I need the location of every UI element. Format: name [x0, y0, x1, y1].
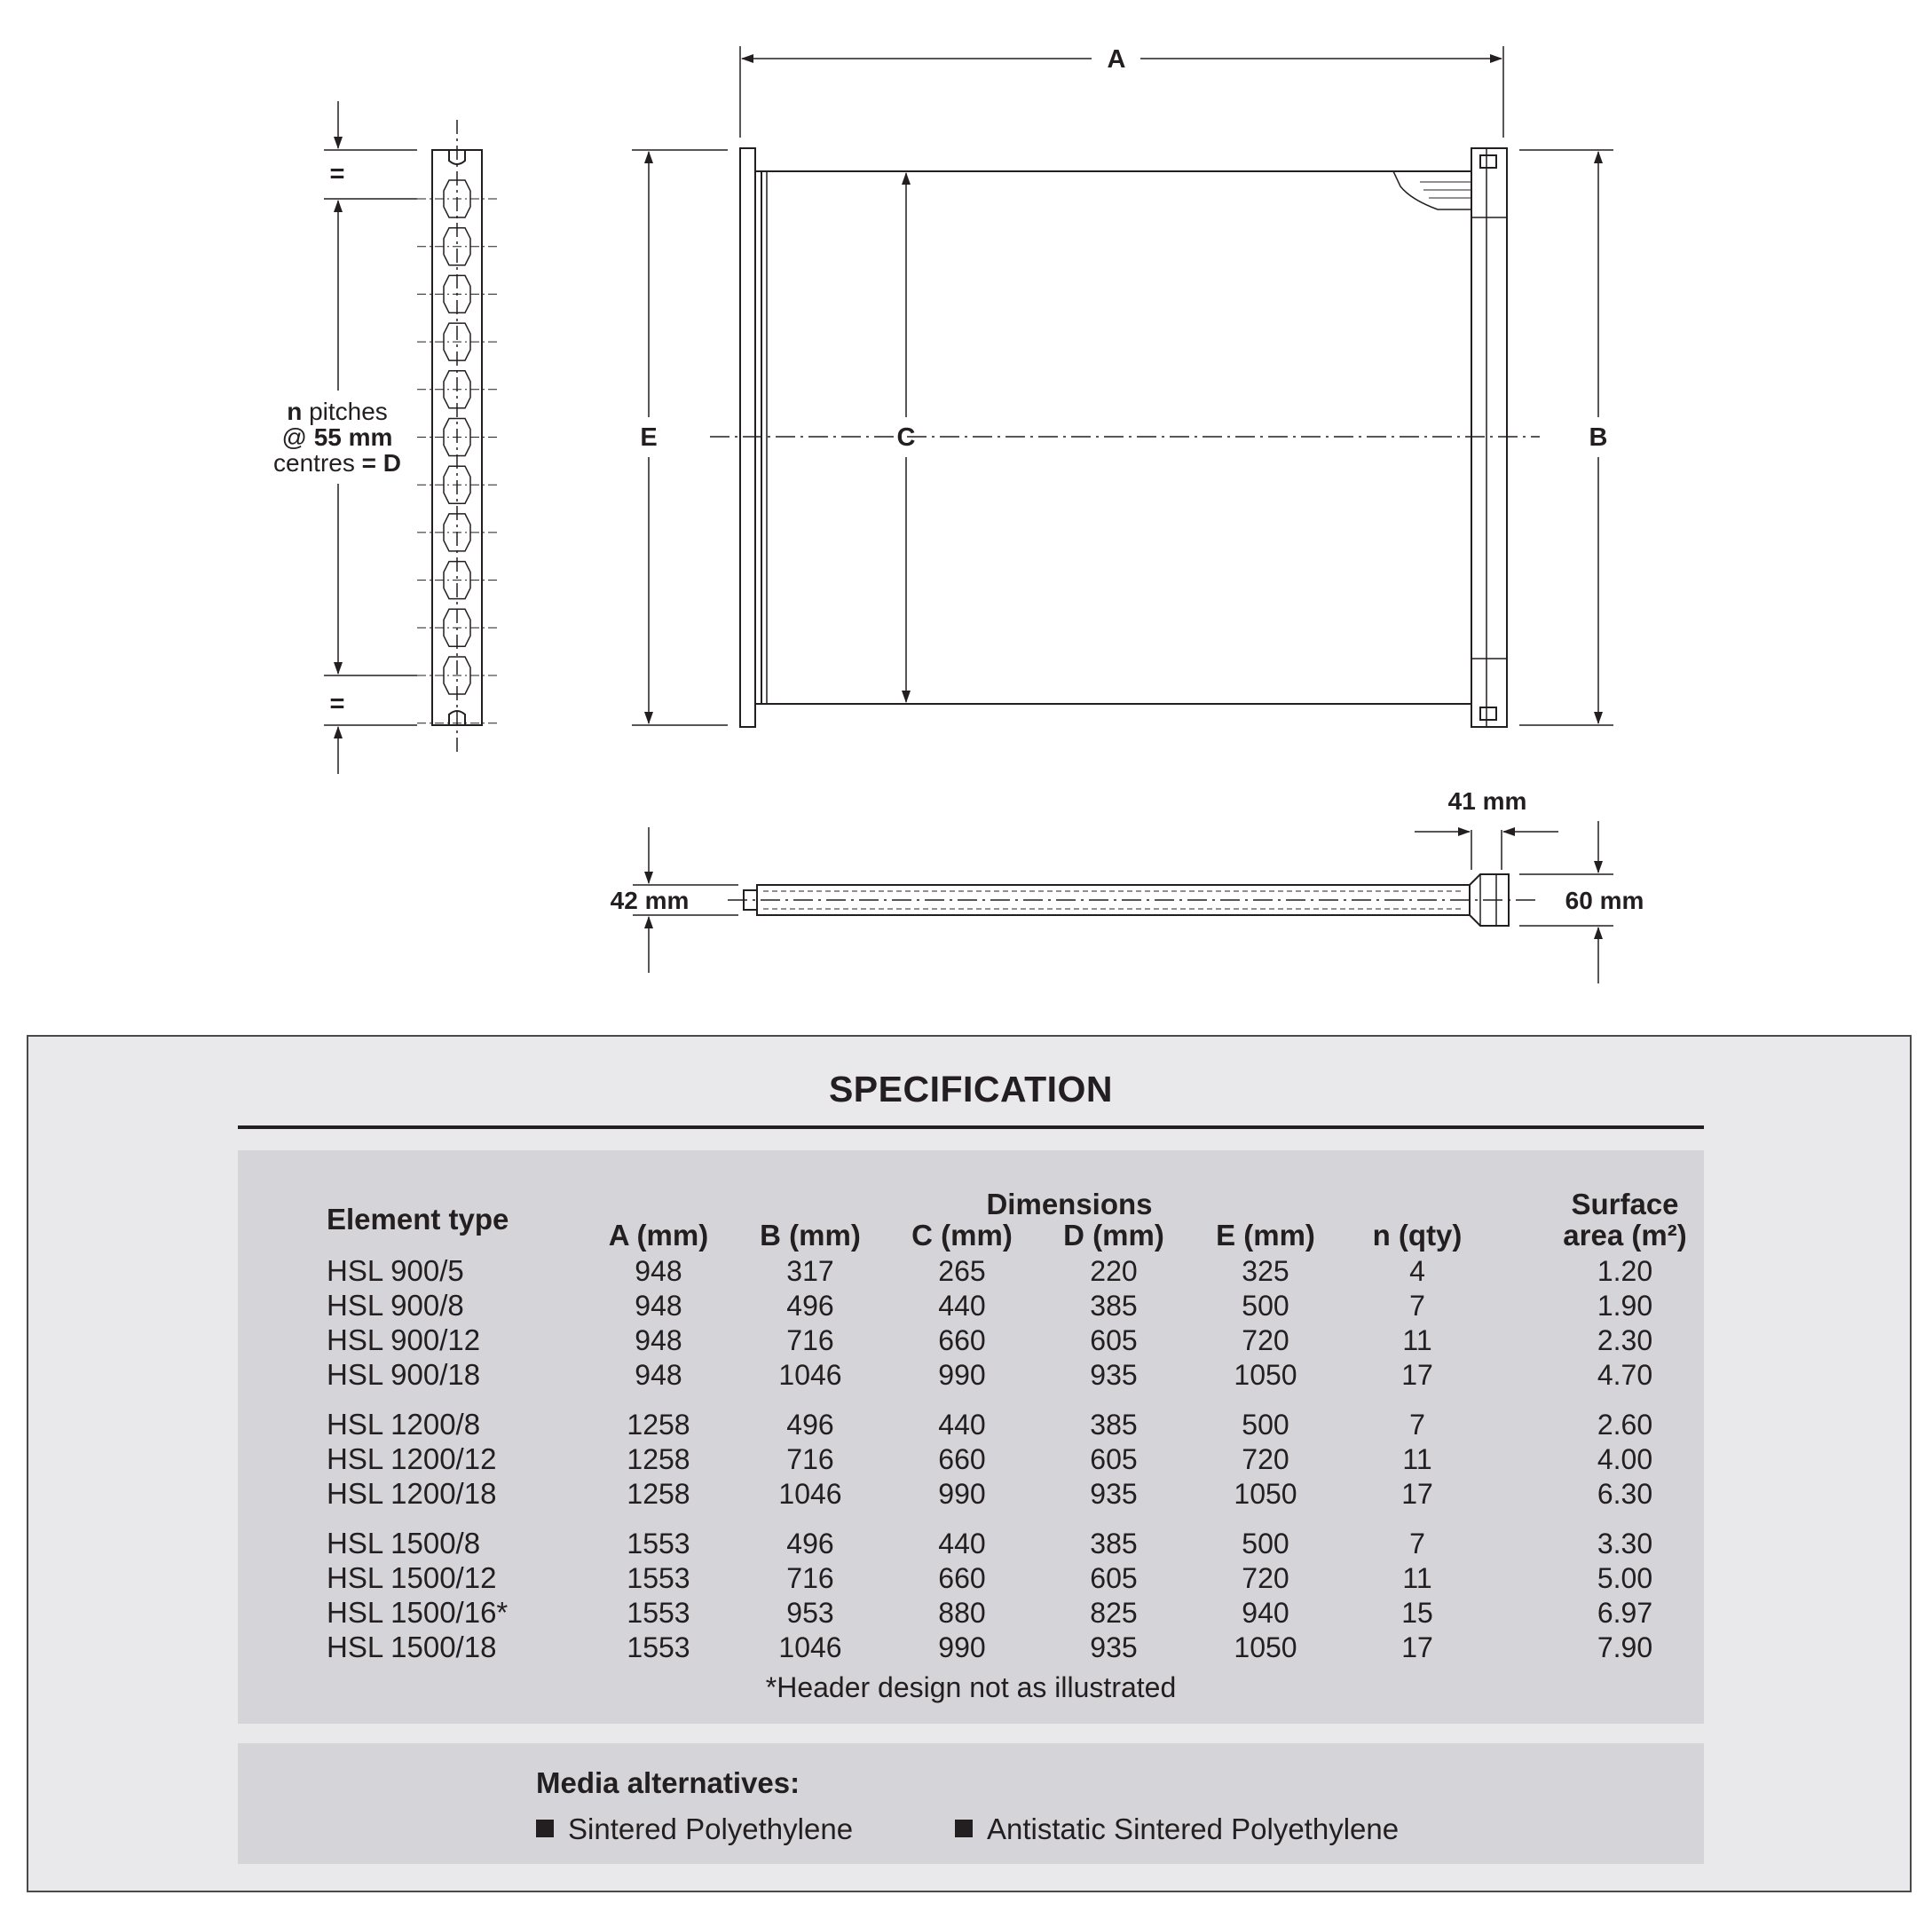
- media-item: [536, 1812, 853, 1846]
- cell-c: 440: [938, 1528, 986, 1560]
- element-type-cell: HSL 900/12: [327, 1323, 481, 1356]
- cell-b: 716: [786, 1443, 834, 1475]
- media-item: [955, 1812, 1399, 1846]
- cell-area: 6.97: [1597, 1597, 1653, 1629]
- cell-a: 948: [635, 1324, 682, 1356]
- cell-b: 953: [786, 1597, 834, 1629]
- col-header-e: E (mm): [1216, 1219, 1315, 1252]
- pitch-note-line3: centres = D: [273, 449, 401, 477]
- cell-n: 17: [1401, 1359, 1433, 1391]
- cell-c: 990: [938, 1478, 986, 1510]
- cell-n: 17: [1401, 1478, 1433, 1510]
- cell-e: 720: [1242, 1562, 1289, 1594]
- col-header-a: A (mm): [608, 1219, 709, 1252]
- element-front-view: [632, 46, 1613, 727]
- cell-area: 2.60: [1597, 1409, 1653, 1441]
- col-header-surface-1: Surface: [1571, 1188, 1679, 1220]
- dim-41mm: 41 mm: [1447, 787, 1527, 815]
- col-header-surface-2: area (m²): [1563, 1219, 1687, 1252]
- cell-e: 500: [1242, 1290, 1289, 1322]
- cell-a: 1553: [627, 1528, 690, 1560]
- cell-e: 1050: [1234, 1478, 1297, 1510]
- equal-bottom: =: [329, 690, 345, 718]
- dim-42mm: 42 mm: [610, 887, 690, 914]
- cell-area: 4.70: [1597, 1359, 1653, 1391]
- cell-a: 1258: [627, 1409, 690, 1441]
- bullet-square-icon: [955, 1820, 973, 1837]
- element-type-cell: HSL 1200/12: [327, 1442, 497, 1475]
- dim-label-a: A: [1107, 45, 1126, 74]
- cell-n: 7: [1409, 1528, 1425, 1560]
- col-header-b: B (mm): [760, 1219, 861, 1252]
- cell-e: 500: [1242, 1528, 1289, 1560]
- cell-area: 6.30: [1597, 1478, 1653, 1510]
- cell-n: 7: [1409, 1409, 1425, 1441]
- cell-e: 940: [1242, 1597, 1289, 1629]
- cell-c: 990: [938, 1631, 986, 1663]
- cell-n: 15: [1401, 1597, 1433, 1629]
- cell-area: 1.20: [1597, 1255, 1653, 1287]
- cell-c: 265: [938, 1255, 986, 1287]
- spec-table: [238, 1150, 1704, 1724]
- cell-a: 1258: [627, 1478, 690, 1510]
- spec-title-rule: [238, 1125, 1704, 1129]
- cell-d: 605: [1090, 1324, 1138, 1356]
- element-type-cell: HSL 1200/18: [327, 1477, 497, 1510]
- cell-b: 496: [786, 1409, 834, 1441]
- element-type-cell: HSL 1500/12: [327, 1561, 497, 1594]
- cell-c: 990: [938, 1359, 986, 1391]
- pitch-note-line2: @ 55 mm: [281, 423, 393, 451]
- cell-n: 4: [1409, 1255, 1425, 1287]
- cell-d: 385: [1090, 1290, 1138, 1322]
- cell-c: 660: [938, 1562, 986, 1594]
- col-header-c: C (mm): [911, 1219, 1013, 1252]
- media-item-label: Antistatic Sintered Polyethylene: [987, 1812, 1400, 1845]
- footnote: *Header design not as illustrated: [765, 1671, 1177, 1703]
- cell-e: 720: [1242, 1324, 1289, 1356]
- cell-n: 17: [1401, 1631, 1433, 1663]
- cell-e: 1050: [1234, 1631, 1297, 1663]
- element-type-cell: HSL 900/18: [327, 1358, 481, 1391]
- cell-e: 1050: [1234, 1359, 1297, 1391]
- cell-b: 1046: [778, 1478, 842, 1510]
- specification-panel: [27, 1035, 1912, 1892]
- cell-d: 935: [1090, 1478, 1138, 1510]
- cell-b: 1046: [778, 1631, 842, 1663]
- cell-b: 716: [786, 1562, 834, 1594]
- cell-c: 880: [938, 1597, 986, 1629]
- element-type-cell: HSL 1200/8: [327, 1408, 481, 1441]
- cell-a: 948: [635, 1359, 682, 1391]
- cell-d: 605: [1090, 1562, 1138, 1594]
- col-header-dimensions: Dimensions: [986, 1188, 1153, 1220]
- cell-b: 496: [786, 1528, 834, 1560]
- element-type-cell: HSL 1500/18: [327, 1631, 497, 1663]
- cell-d: 385: [1090, 1528, 1138, 1560]
- cell-a: 1553: [627, 1562, 690, 1594]
- equal-top: =: [329, 160, 345, 188]
- dim-60mm: 60 mm: [1565, 887, 1644, 914]
- media-title: Media alternatives:: [536, 1766, 800, 1799]
- cell-d: 935: [1090, 1359, 1138, 1391]
- cell-n: 11: [1402, 1324, 1432, 1356]
- cell-e: 500: [1242, 1409, 1289, 1441]
- cell-n: 11: [1402, 1443, 1432, 1475]
- pitch-note-line1: n pitches: [287, 398, 388, 425]
- cell-d: 935: [1090, 1631, 1138, 1663]
- cell-e: 325: [1242, 1255, 1289, 1287]
- cell-c: 440: [938, 1409, 986, 1441]
- cell-n: 7: [1409, 1290, 1425, 1322]
- cell-area: 1.90: [1597, 1290, 1653, 1322]
- element-type-cell: HSL 900/8: [327, 1289, 464, 1322]
- dim-label-e: E: [640, 423, 658, 452]
- cell-b: 1046: [778, 1359, 842, 1391]
- cell-b: 716: [786, 1324, 834, 1356]
- cell-d: 220: [1090, 1255, 1138, 1287]
- media-item-label: Sintered Polyethylene: [568, 1812, 854, 1845]
- col-header-d: D (mm): [1063, 1219, 1164, 1252]
- cell-e: 720: [1242, 1443, 1289, 1475]
- cell-d: 825: [1090, 1597, 1138, 1629]
- col-header-element-type: Element type: [327, 1203, 509, 1236]
- cell-n: 11: [1402, 1562, 1432, 1594]
- cell-area: 2.30: [1597, 1324, 1653, 1356]
- cell-a: 948: [635, 1255, 682, 1287]
- element-type-cell: HSL 1500/16*: [327, 1596, 509, 1629]
- cell-area: 7.90: [1597, 1631, 1653, 1663]
- spec-title: SPECIFICATION: [828, 1069, 1114, 1109]
- cell-area: 5.00: [1597, 1562, 1653, 1594]
- cell-b: 317: [786, 1255, 834, 1287]
- media-alternatives: [238, 1743, 1704, 1864]
- bullet-square-icon: [536, 1820, 554, 1837]
- cell-area: 3.30: [1597, 1528, 1653, 1560]
- cell-area: 4.00: [1597, 1443, 1653, 1475]
- element-side-view: [633, 821, 1613, 983]
- cell-c: 660: [938, 1324, 986, 1356]
- dim-label-c: C: [896, 423, 916, 452]
- cell-d: 385: [1090, 1409, 1138, 1441]
- cell-a: 1553: [627, 1631, 690, 1663]
- cell-c: 440: [938, 1290, 986, 1322]
- cell-a: 1553: [627, 1597, 690, 1629]
- cell-a: 948: [635, 1290, 682, 1322]
- cell-b: 496: [786, 1290, 834, 1322]
- cell-c: 660: [938, 1443, 986, 1475]
- cell-a: 1258: [627, 1443, 690, 1475]
- dim-label-b: B: [1589, 423, 1608, 452]
- element-type-cell: HSL 1500/8: [327, 1527, 481, 1560]
- element-type-cell: HSL 900/5: [327, 1254, 464, 1287]
- col-header-n: n (qty): [1372, 1219, 1463, 1252]
- cell-d: 605: [1090, 1443, 1138, 1475]
